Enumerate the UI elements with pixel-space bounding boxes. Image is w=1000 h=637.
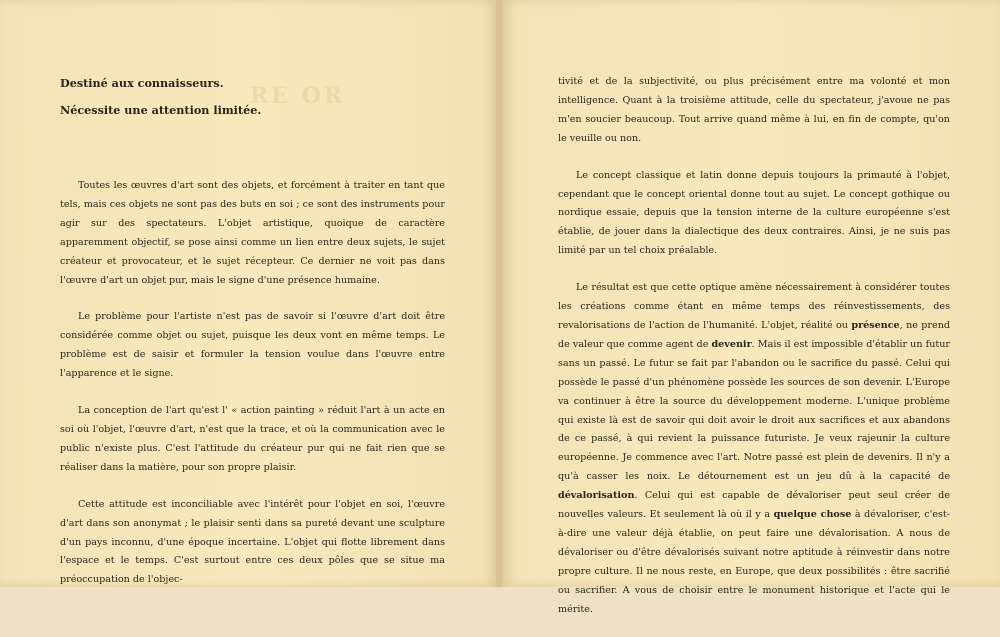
text-run: à dévaloriser, c'est-à-dire une valeur déjà établie, on peut faire une dévalorisation. A nous de dévaloriser ou d'être dévalorisés suivant notre aptitude à réinvestir dans notre propre culture. Il ne nous reste, en Europe, que deux possibilités : être sacrifié ou sacrifier. A vous de choisir entre le monument historique et l'acte qui le mérite.	[558, 509, 951, 615]
right-page	[502, 0, 1000, 615]
paragraph: tivité et de la subjectivité, ou plus précisément entre ma volonté et mon intelligence. Quant à la troisième attitude, celle du spectateur, j'avoue ne pas m'en soucier beaucoup. Tout arrive quand même à lui, en fin de compte, qu'on le veuille ou non.	[558, 76, 950, 144]
text-run: . Mais il est impossible d'établir un futur sans un passé. Le futur se fait par l'abandon ou le sacrifice du passé. Celui qui possède le passé d'un phénomène possède les sources de son devenir. L'Europe va continuer à être la source du développement moderne. L'unique problème qui existe là est de savoir qui doit avoir le droit aux sacrifices et aux abandons de ce passé, à qui revient la puissance futuriste. Je veux rajeunir la culture européenne. Je commence avec l'art. Notre passé est plein de devenirs. Il n'y a qu'à casser les noix. Le détournement est un jeu dû à la capacité de	[558, 338, 950, 483]
emphasis-devenir: devenir	[711, 338, 752, 350]
paragraph: Toutes les œuvres d'art sont des objets, et forcément à traiter en tant que tels, mais ces objets ne sont pas des buts en soi ; ce sont des instruments pour agir sur des spectateurs. L'objet artistique, quoique de caractère apparemment objectif, se pose ainsi comme un lien entre deux sujets, le sujet créateur et provocateur, et le sujet récepteur. Ce dernier ne voit pas dans l'œuvre d'art un objet pur, mais le signe d'une présence humaine.	[60, 180, 445, 286]
emphasis-devalorisation: dévalorisation	[558, 490, 635, 502]
text-run: Le résultat est que cette optique amène nécessairement à considérer toutes les créations comme étant en même temps des réinvestissements, des revalorisations de l'action de l'humanité. L'objet, réalité ou	[558, 282, 950, 331]
heading-attention: Nécessite une attention limitée.	[60, 103, 262, 117]
show-through-text: RE OR	[250, 83, 346, 109]
text-run: . Celui qui est capable de dévaloriser peut seul créer de nouvelles valeurs. Et seulement là où il y a	[558, 490, 950, 521]
paragraph: La conception de l'art qu'est l' « action painting » réduit l'art à un acte en soi où l'objet, l'œuvre d'art, n'est que la trace, et où la communication avec le public n'existe plus. C'est l'attitude du créateur pur qui ne fait rien que se réaliser dans la matière, pour son propre plaisir.	[60, 405, 445, 473]
left-page-body	[60, 177, 445, 608]
heading-connoisseurs: Destiné aux connaisseurs.	[60, 76, 224, 90]
paragraph: Cette attitude est inconciliable avec l'intérêt pour l'objet en soi, l'œuvre d'art dans son anonymat ; le plaisir senti dans sa pureté devant une sculpture d'un pays inconnu, d'une époque incertaine. L'objet qui flotte librement dans l'espace et le temps. C'est surtout entre ces deux pôles que se situe ma préoccupation de l'objec-	[60, 498, 445, 586]
paragraph: Le problème pour l'artiste n'est pas de savoir si l'œuvre d'art doit être considérée comme objet ou sujet, puisque les deux vont en même temps. Le problème est de saisir et formuler la tension voulue dans l'œuvre entre l'apparence et le signe.	[60, 311, 445, 380]
emphasis-presence: présence	[851, 319, 900, 331]
left-page-header	[60, 76, 445, 130]
paragraph: Le concept classique et latin donne depuis toujours la primauté à l'objet, cependant que le concept oriental donne tout au sujet. Le concept gothique ou nordique essaie, depuis que la tension interne de la culture européenne s'est établie, de jouer dans la dialectique des deux contraires. Ainsi, je ne suis pas limité par un tel choix préalable.	[558, 169, 950, 257]
text-run: , ne prend de valeur que comme agent de	[558, 319, 951, 350]
right-page-body	[558, 73, 950, 637]
emphasis-quelque-chose: quelque chose	[773, 509, 852, 521]
left-page	[0, 0, 498, 587]
paragraph-result	[558, 279, 950, 619]
